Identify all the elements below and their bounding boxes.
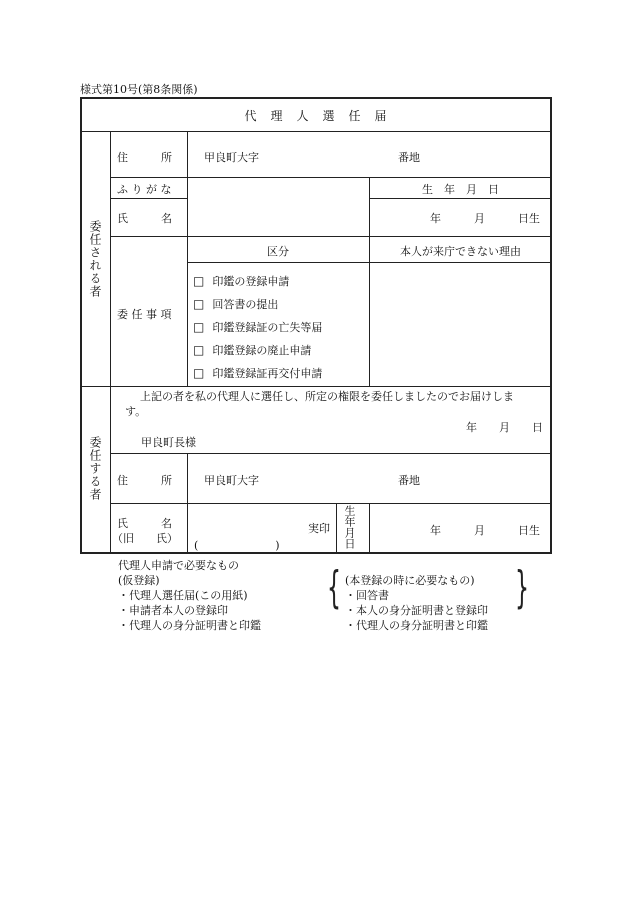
statement-date: 年 月 日 (466, 421, 543, 434)
matter-item[interactable] (193, 342, 311, 358)
section-label-delegate: 委任される者 (88, 220, 102, 298)
full-item: ・代理人の身分証明書と印鑑 (345, 619, 488, 632)
delegator-name-label: 氏 名 (117, 517, 172, 530)
delegate-birth-header: 生 年 月 日 (422, 183, 499, 196)
checkbox[interactable]: □ (193, 343, 205, 357)
delegator-name-field[interactable] (188, 504, 304, 536)
reason-field[interactable] (370, 263, 552, 386)
delegate-address-label: 住 所 (117, 151, 172, 164)
matter-label: 回答書の提出 (212, 298, 279, 311)
provisional-item: ・代理人の身分証明書と印鑑 (118, 619, 261, 632)
matter-item[interactable] (193, 365, 322, 381)
left-brace-icon: { (327, 562, 341, 613)
provisional-heading: (仮登録) (118, 574, 160, 587)
addressee: 甲良町長様 (141, 436, 196, 449)
delegator-address-suffix: 番地 (398, 474, 420, 487)
form-number: 様式第10号(第8条関係) (80, 83, 198, 96)
checkbox[interactable]: □ (193, 274, 205, 288)
checkbox[interactable]: □ (193, 320, 205, 334)
right-brace-icon: } (515, 562, 529, 613)
delegator-birth-label: 生年月日 (343, 505, 356, 549)
matters-label: 委 任 事 項 (117, 308, 172, 321)
delegate-birth-value: 年 月 日生 (430, 212, 540, 225)
matter-label: 印鑑の登録申請 (212, 275, 290, 288)
full-item: ・本人の身分証明書と登録印 (345, 604, 488, 617)
matter-item[interactable] (193, 319, 322, 335)
form-title: 代 理 人 選 任 届 (244, 109, 388, 123)
matter-label: 印鑑登録の廃止申請 (212, 344, 312, 357)
delegator-address-town: 甲良町大字 (204, 474, 259, 487)
provisional-item: ・代理人選任届(この用紙) (118, 589, 248, 602)
checkbox[interactable]: □ (193, 366, 205, 380)
notes-heading: 代理人申請で必要なもの (118, 559, 239, 572)
delegate-address-suffix: 番地 (398, 151, 420, 164)
delegator-address-label: 住 所 (117, 474, 172, 487)
former-name-parens: ( ) (194, 539, 280, 552)
matter-label: 印鑑登録証再交付申請 (212, 367, 323, 380)
statement-line2: す。 (125, 405, 147, 418)
section-label-delegator: 委任する者 (88, 436, 102, 501)
seal-label: 実印 (308, 522, 330, 535)
former-name-label: （旧 氏） (112, 532, 178, 545)
delegate-name-label: 氏 名 (117, 212, 172, 225)
delegate-furigana-label: ふ り が な (117, 183, 172, 196)
matter-label: 印鑑登録証の亡失等届 (212, 321, 323, 334)
matter-item[interactable] (193, 296, 278, 312)
matter-item[interactable] (193, 273, 289, 289)
delegate-name-field[interactable] (188, 178, 368, 236)
category-header: 区分 (267, 245, 289, 258)
provisional-item: ・申請者本人の登録印 (118, 604, 228, 617)
delegator-birth-value: 年 月 日生 (430, 524, 540, 537)
statement-line1: 上記の者を私の代理人に選任し、所定の権限を委任しましたのでお届けしま (140, 390, 514, 403)
full-heading: (本登録の時に必要なもの) (345, 574, 475, 587)
reason-header: 本人が来庁できない理由 (400, 245, 521, 258)
full-item: ・回答書 (345, 589, 389, 602)
checkbox[interactable]: □ (193, 297, 205, 311)
delegate-address-town: 甲良町大字 (204, 151, 259, 164)
